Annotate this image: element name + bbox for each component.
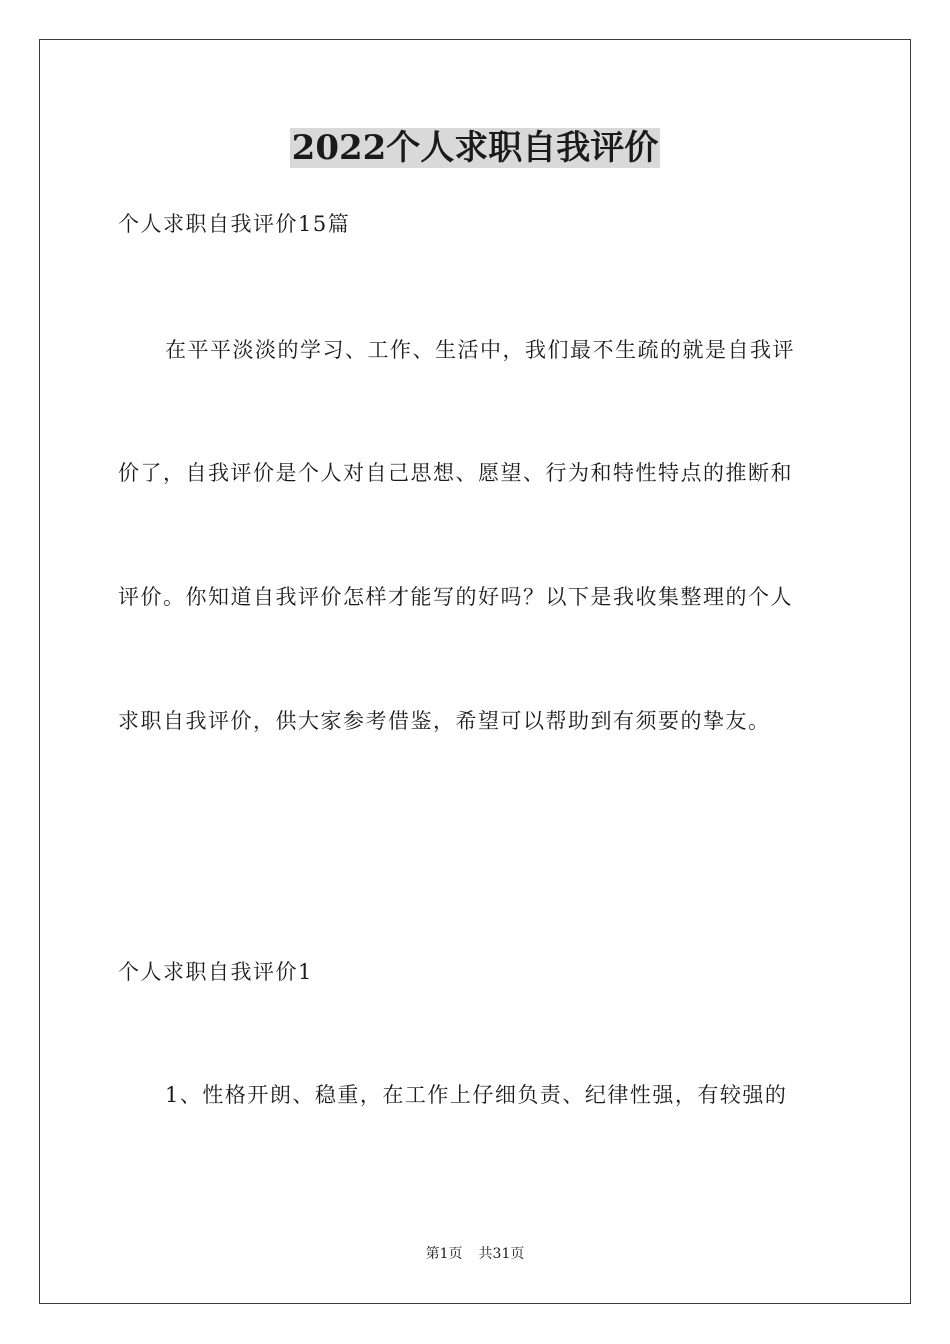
section-heading: 个人求职自我评价1 <box>118 960 313 984</box>
page-total: 共31页 <box>478 1246 525 1262</box>
intro-line-1: 在平平淡淡的学习、工作、生活中，我们最不生疏的就是自我评 <box>165 338 795 362</box>
document-title <box>0 124 950 172</box>
intro-line-3: 评价。你知道自我评价怎样才能写的好吗？以下是我收集整理的个人 <box>118 585 793 609</box>
intro-line-2: 价了，自我评价是个人对自己思想、愿望、行为和特性特点的推断和 <box>118 461 793 485</box>
document-title-text: 2022个人求职自我评价 <box>291 128 659 168</box>
document-subtitle: 个人求职自我评价15篇 <box>118 212 351 236</box>
page-number: 第1页 <box>425 1246 463 1262</box>
intro-line-4: 求职自我评价，供大家参考借鉴，希望可以帮助到有须要的挚友。 <box>118 709 771 733</box>
section-line-1: 1、性格开朗、稳重，在工作上仔细负责、纪律性强，有较强的 <box>165 1083 788 1107</box>
page-footer <box>0 1244 950 1264</box>
